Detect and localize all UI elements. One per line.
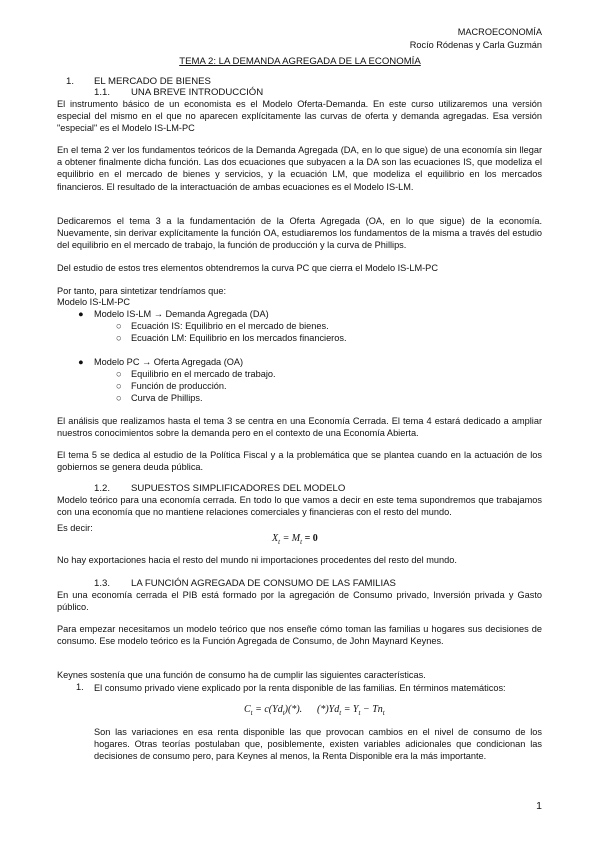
section-1-title: EL MERCADO DE BIENES — [94, 76, 211, 87]
bullet-pc: Modelo PC → Oferta Agregada (OA) — [94, 357, 244, 367]
numbered-item-text: El consumo privado viene explicado por la renta disponible de las familias. En términos matemáticos: — [94, 683, 506, 693]
sub-bullet-produccion: Función de producción. — [131, 381, 227, 391]
sub-bullet-phillips: Curva de Phillips. — [131, 393, 203, 403]
header-course: MACROECONOMÍA — [457, 27, 542, 37]
paragraph-tema5: El tema 5 se dedica al estudio de la Política Fiscal y a la problemática que se plantea cuando en la actuación de los gobiernos se genera deuda pública. — [57, 450, 542, 473]
paragraph-variaciones-renta: Son las variaciones en esa renta disponible las que provocan cambios en el nivel de consumo de los hogares. Otras teorías postulaban que, posiblemente, existen variables adicionales que condicionan las decisiones de consumo pero, para Keynes al menos, la Renta Disponible era la más importante. — [94, 727, 542, 762]
sub-bullet-circle: ○ — [116, 369, 122, 379]
page-number: 1 — [536, 800, 542, 812]
paragraph-es-decir: Es decir: — [57, 523, 93, 533]
sub-bullet-circle: ○ — [116, 333, 122, 343]
paragraph-tema3: Dedicaremos el tema 3 a la fundamentación de la Oferta Agregada (OA, en lo que sigue) de la economía. Nuevamente, sin derivar explícitamente la función OA, estudiaremos los fundamentos de la misma a través del estudio del equilibrio en el mercado de trabajo, la función de producción y la curva de Phillips. — [57, 216, 542, 251]
sub-bullet-circle: ○ — [116, 321, 122, 331]
equation-exports-imports: $X_t = M_t = 0$ — [272, 533, 318, 546]
section-1-2-title: SUPUESTOS SIMPLIFICADORES DEL MODELO — [131, 483, 346, 494]
paragraph-tema2: En el tema 2 ver los fundamentos teóricos de la Demanda Agregada (DA, en lo que sigue) de una economía sin llegar a obtener finalmente dicha función. Las dos ecuaciones que subyacen a la DA son las ecuaciones IS, que modeliza el equilibrio en el mercado de bienes y servicios, y la ecuación LM, que modeliza el equilibrio en los mercados financieros. El resultado de la interactuación de ambas ecuaciones es el Modelo IS-LM. — [57, 145, 542, 192]
equation-consumo: $C_t = c(Yd_t)(*)$. — [244, 704, 303, 717]
equation-renta-disponible: $(*)Yd_t = Y_t - Tn_t$ — [317, 704, 385, 717]
header-authors: Rocío Ródenas y Carla Guzmán — [409, 40, 542, 50]
paragraph-keynes: Keynes sostenía que una función de consumo ha de cumplir las siguientes características. — [57, 670, 426, 680]
section-1-1-number: 1.1. — [94, 87, 111, 98]
model-name: Modelo IS-LM-PC — [57, 297, 131, 307]
numbered-item-number: 1. — [76, 682, 84, 692]
sub-bullet-lm: Ecuación LM: Equilibrio en los mercados financieros. — [131, 333, 347, 343]
bullet-dot: ● — [78, 357, 84, 367]
paragraph-intro: El instrumento básico de un economista es el Modelo Oferta-Demanda. En este curso utilizaremos una versión especial del mismo en el que no aparecen explícitamente las curvas de oferta y demanda agregadas. Esa versión "especial" es el Modelo IS-LM-PC — [57, 99, 542, 134]
section-1-2-number: 1.2. — [94, 483, 111, 494]
paragraph-pib: En una economía cerrada el PIB está formado por la agregación de Consumo privado, Inversión privada y Gasto público. — [57, 590, 542, 613]
sub-bullet-is: Ecuación IS: Equilibrio en el mercado de bienes. — [131, 321, 329, 331]
paragraph-modelo-consumo: Para empezar necesitamos un modelo teórico que nos enseñe cómo toman las familias u hogares sus decisiones de consumo. Ese modelo teórico es la Función Agregada de Consumo, de John Maynard Keynes. — [57, 624, 542, 647]
page-title: TEMA 2: LA DEMANDA AGREGADA DE LA ECONOMÍA — [179, 56, 421, 67]
section-1-number: 1. — [66, 76, 75, 87]
bullet-is-lm: Modelo IS-LM → Demanda Agregada (DA) — [94, 309, 269, 319]
section-1-3-title: LA FUNCIÓN AGREGADA DE CONSUMO DE LAS FAMILIAS — [131, 578, 396, 589]
sub-bullet-circle: ○ — [116, 393, 122, 403]
sub-bullet-circle: ○ — [116, 381, 122, 391]
paragraph-sintesis: Por tanto, para sintetizar tendríamos que: — [57, 286, 227, 296]
section-1-1-title: UNA BREVE INTRODUCCIÓN — [131, 87, 264, 98]
paragraph-economia-cerrada: El análisis que realizamos hasta el tema 3 se centra en una Economía Cerrada. El tema 4 estará dedicado a ampliar nuestros conocimientos sobre la demanda pero en el contexto de una Economía Abierta. — [57, 416, 542, 439]
paragraph-curva-pc: Del estudio de estos tres elementos obtendremos la curva PC que cierra el Modelo IS-LM-PC — [57, 263, 438, 273]
paragraph-no-exportaciones: No hay exportaciones hacia el resto del mundo ni importaciones procedentes del resto del mundo. — [57, 555, 457, 565]
bullet-dot: ● — [78, 309, 84, 319]
sub-bullet-trabajo: Equilibrio en el mercado de trabajo. — [131, 369, 276, 379]
paragraph-modelo-cerrado: Modelo teórico para una economía cerrada. En todo lo que vamos a decir en este tema supondremos que trabajamos con una economía que no mantiene relaciones comerciales y financieras con el resto del mundo. — [57, 495, 542, 518]
section-1-3-number: 1.3. — [94, 578, 111, 589]
